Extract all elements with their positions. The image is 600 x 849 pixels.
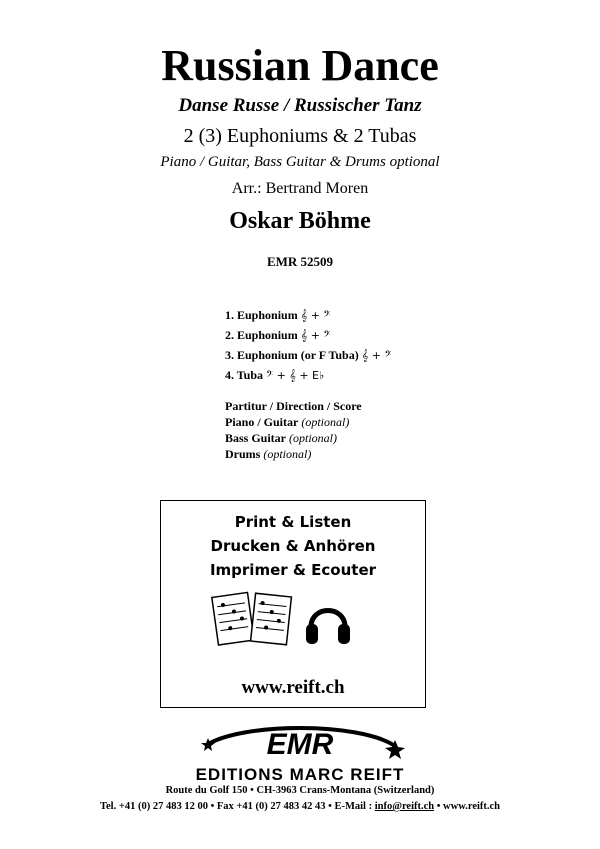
composer: Oskar Böhme [229, 208, 371, 234]
catalog-number: EMR 52509 [266, 254, 334, 269]
clef-icon: 𝄞 + 𝄢 [361, 349, 392, 362]
clef-icon: 𝄢 + 𝄞 + E♭ [266, 369, 325, 382]
part-item [225, 325, 392, 345]
website-link[interactable]: www.reift.ch [241, 677, 345, 698]
sheet-music-icon [209, 589, 299, 649]
score-item: Partitur / Direction / Score [225, 399, 362, 413]
address-line: Route du Golf 150 • CH-3963 Crans-Montana (Switzerland) [165, 785, 435, 796]
contact-line: Tel. +41 (0) 27 483 12 00 • Fax +41 (0) 27 483 42 43 • E-Mail : info@reift.ch • www.reift.ch [99, 801, 501, 812]
score-item: Piano / Guitar (optional) [225, 415, 350, 429]
score-item: Drums (optional) [225, 447, 312, 461]
print-listen-box [160, 500, 426, 708]
title: Russian Dance [161, 41, 439, 90]
clef-icon: 𝄞 + 𝄢 [300, 329, 331, 342]
part-label: 1. Euphonium [225, 308, 298, 322]
score-item: Bass Guitar (optional) [225, 431, 338, 445]
emr-logo [150, 718, 450, 786]
optional-instruments: Piano / Guitar, Bass Guitar & Drums optional [160, 154, 440, 170]
instrumentation: 2 (3) Euphoniums & 2 Tubas [183, 125, 417, 147]
part-item [225, 345, 392, 365]
print-listen-en: Print & Listen [234, 513, 352, 531]
publisher-name: EDITIONS MARC REIFT [195, 765, 405, 784]
headphones-icon [303, 597, 353, 649]
arranger: Arr.: Bertrand Moren [231, 180, 369, 197]
scores-list [225, 398, 362, 462]
part-label: 2. Euphonium [225, 328, 298, 342]
part-item [225, 305, 392, 325]
part-label: 3. Euphonium (or F Tuba) [225, 348, 359, 362]
clef-icon: 𝄞 + 𝄢 [300, 309, 331, 322]
print-listen-fr: Imprimer & Ecouter [209, 561, 377, 579]
email-link[interactable]: info@reift.ch [374, 801, 435, 812]
part-label: 4. Tuba [225, 368, 264, 382]
print-listen-de: Drucken & Anhören [210, 537, 376, 555]
subtitle: Danse Russe / Russischer Tanz [178, 95, 422, 116]
svg-text:EMR: EMR [266, 728, 334, 761]
parts-list [225, 305, 392, 385]
part-item [225, 365, 392, 385]
